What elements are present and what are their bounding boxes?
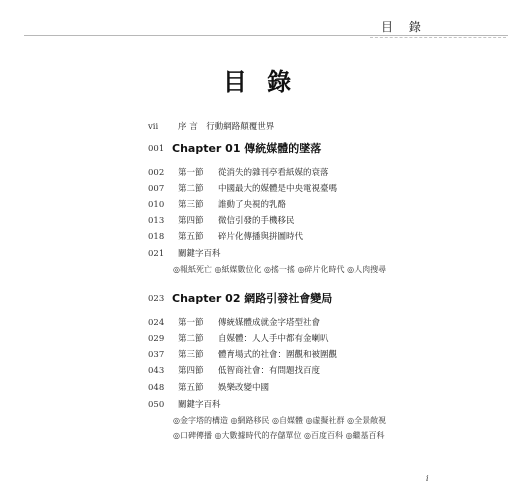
- running-header-label: 目 錄: [381, 20, 427, 34]
- section-number: 第三節: [178, 200, 204, 210]
- keyword-list: ◎金字塔的構造 ◎網路移民 ◎自媒體 ◎虛擬社群 ◎全景敞視: [173, 416, 387, 425]
- section-title: 從消失的雜刊亭看紙媒的衰落: [218, 168, 329, 178]
- toc-page-number: 021: [148, 249, 165, 259]
- toc-entry: [0, 315, 520, 331]
- toc-entry-keywords: [0, 246, 520, 262]
- section-title: 娛樂改變中國: [218, 383, 270, 393]
- toc-entry-text: [178, 229, 303, 245]
- toc-entry-text: [178, 331, 329, 347]
- toc-page-number: 001: [148, 144, 165, 154]
- section-title: 體育場式的社會：圍觀和被圍觀: [218, 350, 338, 360]
- toc-entry-keywords: [0, 397, 520, 413]
- section-title: 誰動了央視的乳酪: [218, 200, 287, 210]
- chapter-title: Chapter 01 傳統媒體的墜落: [172, 142, 322, 155]
- toc-page-number: vii: [148, 122, 159, 132]
- toc-page-number: 013: [148, 216, 165, 226]
- section-title: 微信引發的手機移民: [218, 216, 295, 226]
- keyword-list: ◎報紙死亡 ◎紙媒數位化 ◎搖一搖 ◎碎片化時代 ◎人肉搜尋: [173, 265, 387, 274]
- toc-page-number: 050: [148, 400, 165, 410]
- chapter-title: Chapter 02 網路引發社會變局: [172, 292, 333, 305]
- toc-entry-text: 關鍵字百科: [178, 249, 221, 259]
- toc-entry: [0, 165, 520, 181]
- section-number: 第一節: [178, 168, 204, 178]
- toc-entry-text: [178, 165, 329, 181]
- toc-entry-text: [178, 181, 337, 197]
- toc-page-number: 018: [148, 232, 165, 242]
- section-title: 自媒體：人人手中都有金喇叭: [218, 334, 329, 344]
- section-title: 傳統媒體成就金字塔型社會: [218, 318, 321, 328]
- toc-page-number: 043: [148, 366, 165, 376]
- toc-entry-text: [178, 347, 337, 363]
- section-title: 碎片化傳播與拼圖時代: [218, 232, 304, 242]
- toc-entry: [0, 197, 520, 213]
- toc-entry: [0, 229, 520, 245]
- toc-entry-text: [178, 380, 269, 396]
- section-number: 第四節: [178, 366, 204, 376]
- section-number: 第二節: [178, 184, 204, 194]
- toc-entry-text: 關鍵字百科: [178, 400, 221, 410]
- section-number: 第三節: [178, 350, 204, 360]
- toc-page-number: 048: [148, 383, 165, 393]
- toc-entry: [0, 181, 520, 197]
- toc-page-number: 007: [148, 184, 165, 194]
- section-number: 第五節: [178, 383, 204, 393]
- page-folio: i: [426, 474, 429, 483]
- chapter-heading-02: [0, 289, 520, 309]
- toc-page-number: 023: [148, 294, 165, 304]
- chapter-heading-01: [0, 139, 520, 159]
- section-number: 第二節: [178, 334, 204, 344]
- toc-entry-preface: [0, 119, 520, 135]
- toc-entry: [0, 380, 520, 396]
- toc-page-number: 037: [148, 350, 165, 360]
- toc-entry: [0, 347, 520, 363]
- toc-page-number: 024: [148, 318, 165, 328]
- toc-page-number: 010: [148, 200, 165, 210]
- section-number: 第五節: [178, 232, 204, 242]
- toc-entry: [0, 363, 520, 379]
- keyword-list: ◎口碑傳播 ◎大數據時代的存儲單位 ◎百度百科 ◎繼基百科: [173, 431, 385, 440]
- toc-entry-text: 序 言 行動網路顛覆世界: [178, 122, 275, 132]
- toc-entry-text: [178, 363, 320, 379]
- section-number: 第四節: [178, 216, 204, 226]
- section-number: 第一節: [178, 318, 204, 328]
- section-title: 低智商社會：有問題找百度: [218, 366, 321, 376]
- toc-entry: [0, 331, 520, 347]
- page-title: 目 錄: [222, 68, 298, 96]
- toc-entry-text: [178, 213, 295, 229]
- section-title: 中國最大的媒體是中央電視臺嗎: [218, 184, 338, 194]
- toc-entry: [0, 213, 520, 229]
- toc-page-number: 002: [148, 168, 165, 178]
- toc-entry-text: [178, 197, 286, 213]
- toc-entry-text: [178, 315, 320, 331]
- toc-page-number: 029: [148, 334, 165, 344]
